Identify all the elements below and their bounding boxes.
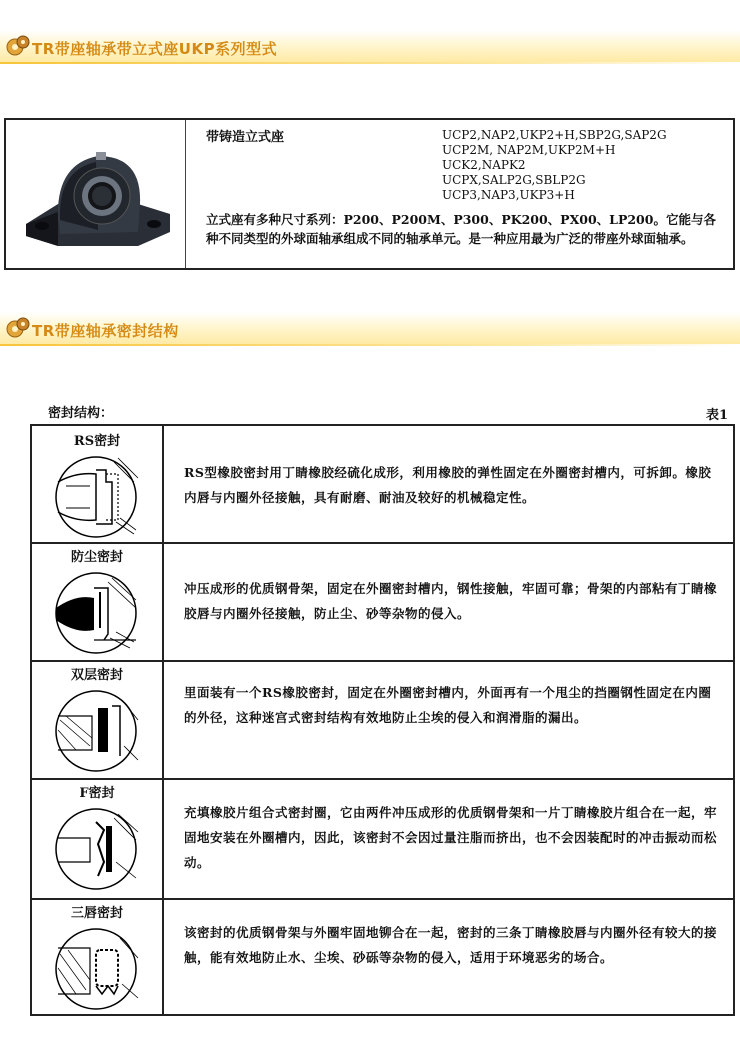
row-diagram-cell — [32, 426, 164, 542]
double-seal-diagram — [46, 686, 146, 772]
row-diagram-cell — [32, 898, 164, 1014]
f-seal-diagram — [46, 804, 146, 890]
table-number: 表1 — [706, 408, 729, 423]
model-line: UCP2,NAP2,UKP2+H,SBP2G,SAP2G — [442, 128, 667, 142]
model-line: UCP3,NAP3,UKP3+H — [442, 188, 575, 202]
seal-name: F密封 — [79, 786, 115, 801]
intro-description: 立式座有多种尺寸系列：P200、P200M、P300、PK200、PX00、LP200。它能与各种不同类型的外球面轴承组成不同的轴承单元。是一种应用最为广泛的带座外球面轴承。 — [206, 212, 716, 246]
seal-description: 里面装有一个RS橡胶密封，固定在外圈密封槽内，外面再有一个甩尘的挡圈钢性固定在内圈的外径，这种迷宫式密封结构有效地防止尘埃的侵入和润滑脂的漏出。 — [184, 685, 712, 725]
table-row — [32, 898, 733, 1014]
model-line: UCK2,NAPK2 — [442, 158, 526, 172]
row-diagram-cell — [32, 778, 164, 898]
section-header-pillow-block — [0, 30, 740, 64]
seal-description: 该密封的优质钢骨架与外圈牢固地铆合在一起，密封的三条丁睛橡胶唇与内圈外径有较大的接触，能有效地防止水、尘埃、砂砾等杂物的侵入，适用于环境恶劣的场合。 — [184, 925, 718, 965]
pillow-block-intro-box — [4, 118, 735, 270]
intro-title: 带铸造立式座 — [206, 130, 285, 145]
row-diagram-cell — [32, 660, 164, 778]
seal-name: 双层密封 — [70, 668, 123, 683]
seal-description: 冲压成形的优质钢骨架，固定在外圈密封槽内，钢性接触，牢固可靠；骨架的内部粘有丁睛橡胶唇与内圈外径接触，防止尘、砂等杂物的侵入。 — [184, 581, 718, 621]
section-title: TR带座轴承密封结构 — [32, 322, 179, 340]
triple-lip-seal-diagram — [46, 924, 146, 1010]
seal-name: 防尘密封 — [70, 550, 123, 565]
row-diagram-cell — [32, 542, 164, 660]
seal-structure-label: 密封结构： — [48, 406, 114, 421]
seal-name: RS密封 — [73, 434, 121, 449]
gear-icon — [6, 316, 30, 340]
model-line: UCPX,SALP2G,SBLP2G — [442, 173, 586, 187]
column-divider — [185, 120, 186, 268]
seal-name: 三唇密封 — [70, 906, 123, 921]
gear-icon — [6, 34, 30, 58]
rs-seal-diagram — [46, 452, 146, 538]
seal-description: RS型橡胶密封用丁睛橡胶经硫化成形，利用橡胶的弹性固定在外圈密封槽内，可拆卸。橡胶内唇与内圈外径接触，具有耐磨、耐油及较好的机械稳定性。 — [184, 465, 712, 505]
model-line: UCP2M, NAP2M,UKP2M+H — [442, 143, 616, 157]
table-row — [32, 542, 733, 662]
seal-description: 充填橡胶片组合式密封圈，它由两件冲压成形的优质钢骨架和一片丁睛橡胶片组合在一起，牢固地安装在外圈槽内，因此，该密封不会因过量注脂而挤出，也不会因装配时的冲击振动而松动。 — [184, 805, 718, 870]
section-title: TR带座轴承带立式座UKP系列型式 — [32, 40, 278, 58]
table-row — [32, 778, 733, 900]
pillow-block-image — [18, 134, 178, 254]
seal-table — [30, 424, 735, 1016]
table-row — [32, 426, 733, 544]
model-list — [442, 128, 667, 203]
section-header-seal — [0, 312, 740, 346]
dust-seal-diagram — [46, 568, 146, 654]
table-row — [32, 660, 733, 780]
